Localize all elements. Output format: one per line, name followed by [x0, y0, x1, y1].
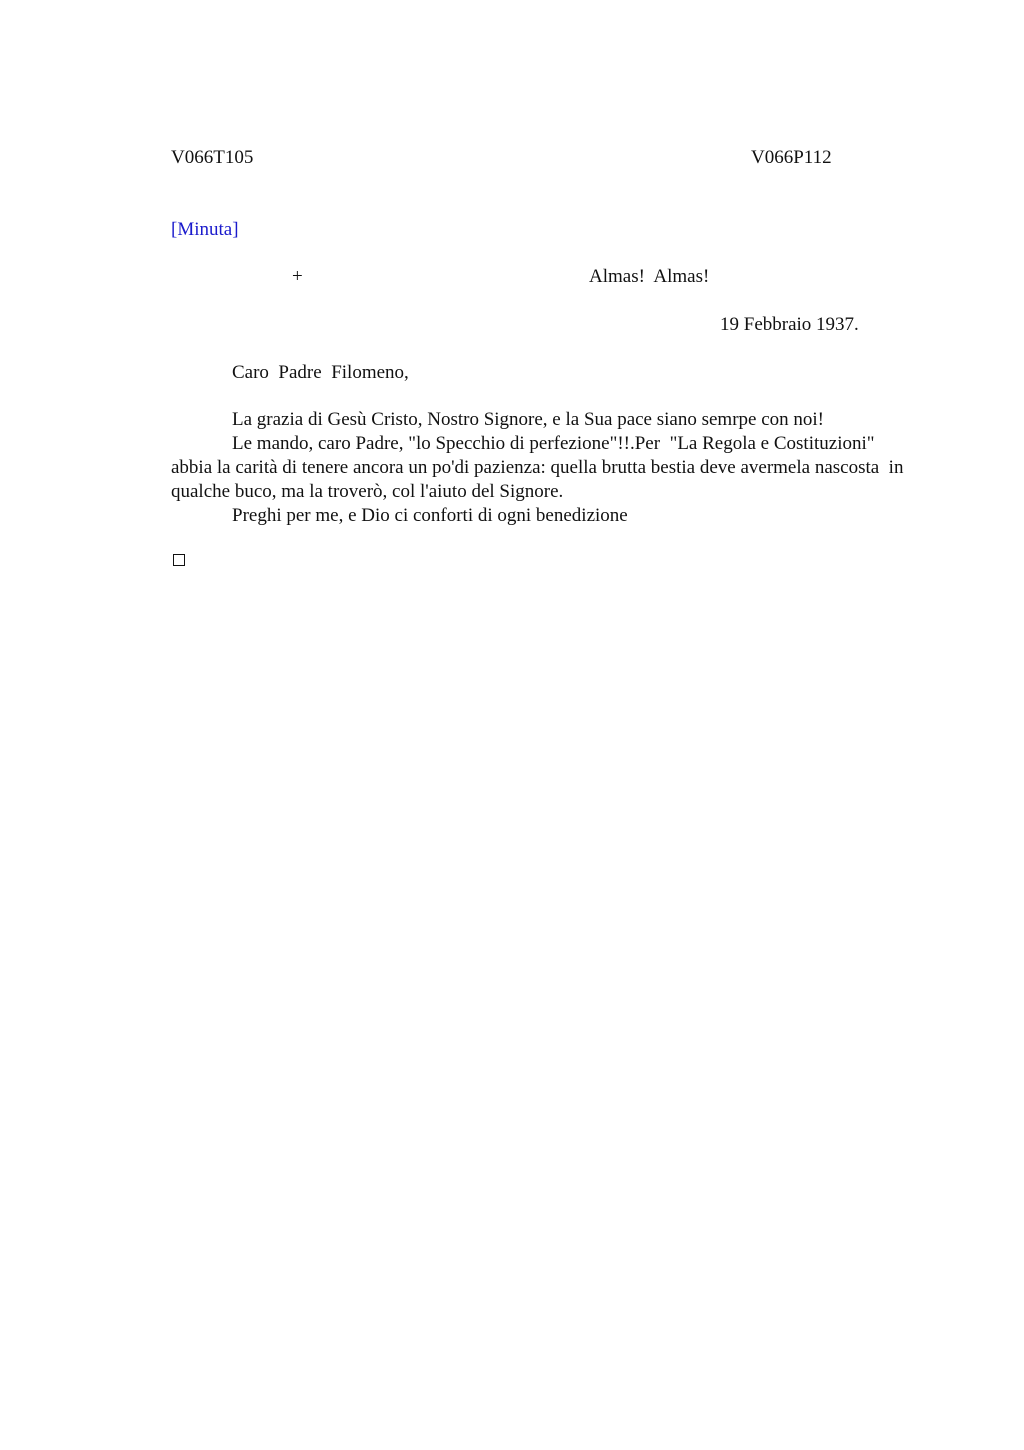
body-paragraph-2: Le mando, caro Padre, "lo Specchio di perfezione"!!.Per "La Regola e Costituzioni" abbia la carità di tenere ancora un po'di pazienza: quella brutta bestia deve avermela nascosta in qualche buco, ma la troverò, col l'aiuto del Signore.: [171, 433, 909, 502]
salutation: Caro Padre Filomeno,: [232, 362, 409, 383]
letter-date: 19 Febbraio 1937.: [720, 314, 859, 335]
body-paragraph-3: Preghi per me, e Dio ci conforti di ogni benedizione: [232, 505, 628, 526]
empty-square-glyph: [173, 554, 185, 566]
document-code-left: V066T105: [171, 147, 254, 168]
cross-symbol: +: [292, 266, 303, 287]
motto: Almas! Almas!: [589, 266, 710, 287]
minuta-label: [Minuta]: [171, 219, 239, 240]
body-paragraph-1: La grazia di Gesù Cristo, Nostro Signore, e la Sua pace siano semrpe con noi!: [232, 409, 825, 430]
document-code-right: V066P112: [751, 147, 832, 168]
